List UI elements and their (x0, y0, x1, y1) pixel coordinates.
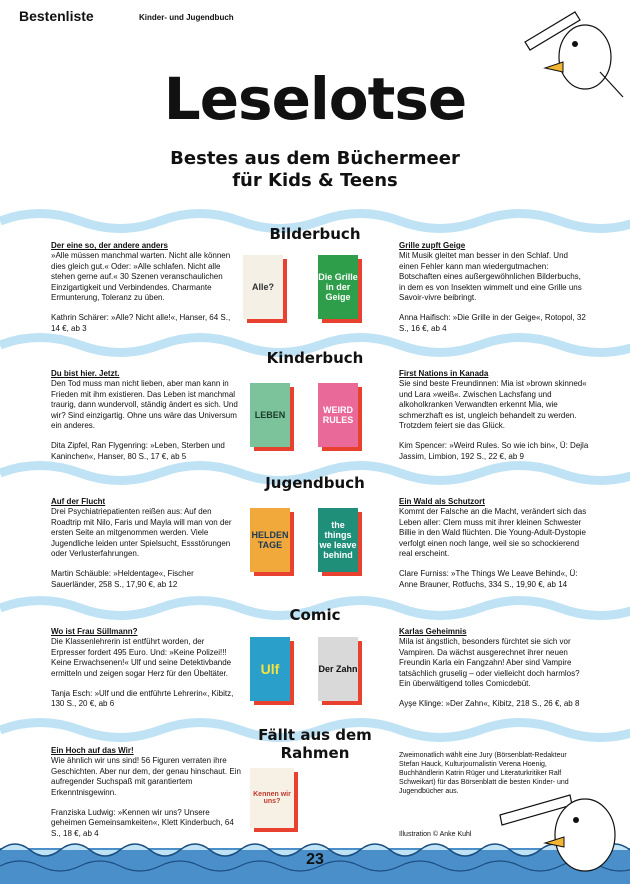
review-citation: Kathrin Schärer: »Alle? Nicht alle!«, Hanser, 64 S., 14 €, ab 3 (51, 313, 231, 333)
review-text: Den Tod muss man nicht lieben, aber man kann in Frieden mit ihm existieren. Das Leben ist manchmal traurig, dann wundervoll, ständig ändert es sich. Und wir? Sind einzigartig. Ohne uns wäre das Universum ein anderes. (51, 379, 238, 431)
section-title: Kinderbuch (266, 349, 364, 367)
book-cover: the things we leave behind (318, 508, 358, 572)
page-subtitle (0, 148, 630, 192)
section-title-line-2: Rahmen (280, 744, 350, 762)
review-citation: Anna Haifisch: »Die Grille in der Geige«, Rotopol, 32 S., 16 €, ab 4 (399, 313, 586, 333)
review-right (399, 497, 589, 590)
book-cover: Ulf (250, 637, 290, 701)
subtitle-line-1: Bestes aus dem Büchermeer (170, 148, 460, 169)
book-cover: WEIRD RULES (318, 383, 358, 447)
review-right (399, 369, 589, 462)
review-citation: Dita Zipfel, Ran Flygenring: »Leben, Sterben und Kaninchen«, Hanser, 80 S., 17 €, ab 5 (51, 441, 225, 461)
review-left (51, 369, 241, 462)
review-citation: Tanja Esch: »Ulf und die entführte Lehrerin«, Kibitz, 130 S., 20 €, ab 6 (51, 689, 234, 709)
review-left (51, 241, 241, 334)
review-text: Drei Psychiatriepatienten reißen aus: Auf den Roadtrip mit Nilo, Faris und Mayla will man von der ersten Seite an mitgenommen werden. Viele Jugendliche leiden unter Spielsucht, Essstörungen oder Verlusterfahrungen. (51, 507, 232, 559)
review-citation: Clare Furniss: »The Things We Leave Behind«, Ü: Anne Brauner, Rotfuchs, 334 S., 19,90 €, ab 14 (399, 569, 578, 589)
review-text: Sie sind beste Freundinnen: Mia ist »brown skinned« und Lara »weiß«. Zwischen Lachsfang und alkoholkranken Verwandten erkennt Mia, wie schmerzhaft es ist, ungleich behandelt zu werden. Trotzdem feiert sie das Glück. (399, 379, 587, 431)
review-heading: Du bist hier. Jetzt. (51, 369, 120, 378)
review-citation: Franziska Ludwig: »Kennen wir uns? Unsere geheimen Gemeinsamkeiten«, Klett Kinderbuch, 64 S., 18 €, ab 4 (51, 808, 234, 838)
review-text: Kommt der Falsche an die Macht, verändert sich das Leben aller: Clem muss mit ihrer kleinen Schwester Billie in den Wald flüchten. Die Young-Adult-Dystopie verfolgt einen noch lange, weil sie so schockierend real erscheint. (399, 507, 587, 559)
section-title-line-1: Fällt aus dem (258, 726, 372, 744)
review-heading: Grille zupft Geige (399, 241, 466, 250)
review-citation: Martin Schäuble: »Heldentage«, Fischer Sauerländer, 258 S., 17,90 €, ab 12 (51, 569, 194, 589)
review-citation: Ayşe Klinge: »Der Zahn«, Kibitz, 218 S., 26 €, ab 8 (399, 699, 580, 709)
book-cover: LEBEN (250, 383, 290, 447)
category-label: Kinder- und Jugendbuch (139, 13, 234, 22)
page-title: Leselotse (163, 65, 467, 133)
book-cover: Kennen wir uns? (250, 768, 294, 828)
jury-note: Zweimonatlich wählt eine Jury (Börsenblatt-Redakteur Stefan Hauck, Kulturjournalistin Verena Hoenig, Buchhändlerin Katrin Rüger und Literaturkritiker Ralf Schweikart) für das Börsenblatt die besten Kinder- und Jugendbücher aus. (399, 752, 569, 795)
review-heading: Karlas Geheimnis (399, 627, 467, 636)
review-text: Die Klassenlehrerin ist entführt worden, der Erpresser fordert 495 Euro. Und: »Keine Polizei!!! Keine Erwachsenen!« Ulf und seine Detektivbande ermitteln und zeigen sogar Herz für den Übeltäter. (51, 637, 232, 678)
review-left (51, 746, 241, 839)
review-right (399, 627, 589, 710)
section-label: Bestenliste (19, 8, 94, 24)
review-heading: Der eine so, der andere anders (51, 241, 168, 250)
section-title: Jugendbuch (265, 474, 365, 492)
review-heading: First Nations in Kanada (399, 369, 489, 378)
bird-telescope-illustration (490, 775, 630, 884)
subtitle-line-2: für Kids & Teens (232, 170, 398, 191)
page-number: 23 (306, 851, 324, 868)
book-cover: Alle? (243, 255, 283, 319)
review-heading: Ein Wald als Schutzort (399, 497, 485, 506)
review-right (399, 241, 589, 334)
review-text: Wie ähnlich wir uns sind! 56 Figuren verraten ihre Geschichten. Aber nur dem, der genau hinschaut. Ein aufregender Suchspaß mit garantiertem Erkenntnisgewinn. (51, 756, 241, 797)
review-heading: Auf der Flucht (51, 497, 106, 506)
book-cover: HELDEN TAGE (250, 508, 290, 572)
review-left (51, 627, 241, 710)
review-heading: Wo ist Frau Süllmann? (51, 627, 138, 636)
review-citation: Kim Spencer: »Weird Rules. So wie ich bin«, Ü: Dejla Jassim, Limbion, 192 S., 22 €, ab 9 (399, 441, 589, 461)
book-cover: Der Zahn (318, 637, 358, 701)
book-cover: Die Grille in der Geige (318, 255, 358, 319)
illustration-credit: Illustration © Anke Kuhl (399, 831, 472, 838)
review-heading: Ein Hoch auf das Wir! (51, 746, 134, 755)
review-text: Mila ist ängstlich, besonders fürchtet sie sich vor Vampiren. Da wächst ausgerechnet ihrer neuen Freundin Karla ein Fangzahn! Aber sind Vampire tatsächlich gruselig – oder vielleicht doch harmlos? Ein überwältigend tolles Comicdebüt. (399, 637, 580, 689)
review-text: »Alle müssen manchmal warten. Nicht alle können dies gleich gut.« Oder: »Alle schlafen. Nicht alle stehen gerne auf.« 30 Szenen veranschaulichen Einzigartigkeit und Verbindendes. Charmante Ermunterung, Toleranz zu üben. (51, 251, 231, 303)
section-title: Bilderbuch (269, 225, 361, 243)
review-left (51, 497, 241, 590)
section-title: Comic (289, 606, 341, 624)
review-text: Mit Musik gleitet man besser in den Schlaf. Und einen Fehler kann man wiedergutmachen: Botschaften eines außergewöhnlichen Bilderbuchs, in dem es von Insekten wimmelt und eine Grille uns Savoir-vivre beibringt. (399, 251, 582, 303)
